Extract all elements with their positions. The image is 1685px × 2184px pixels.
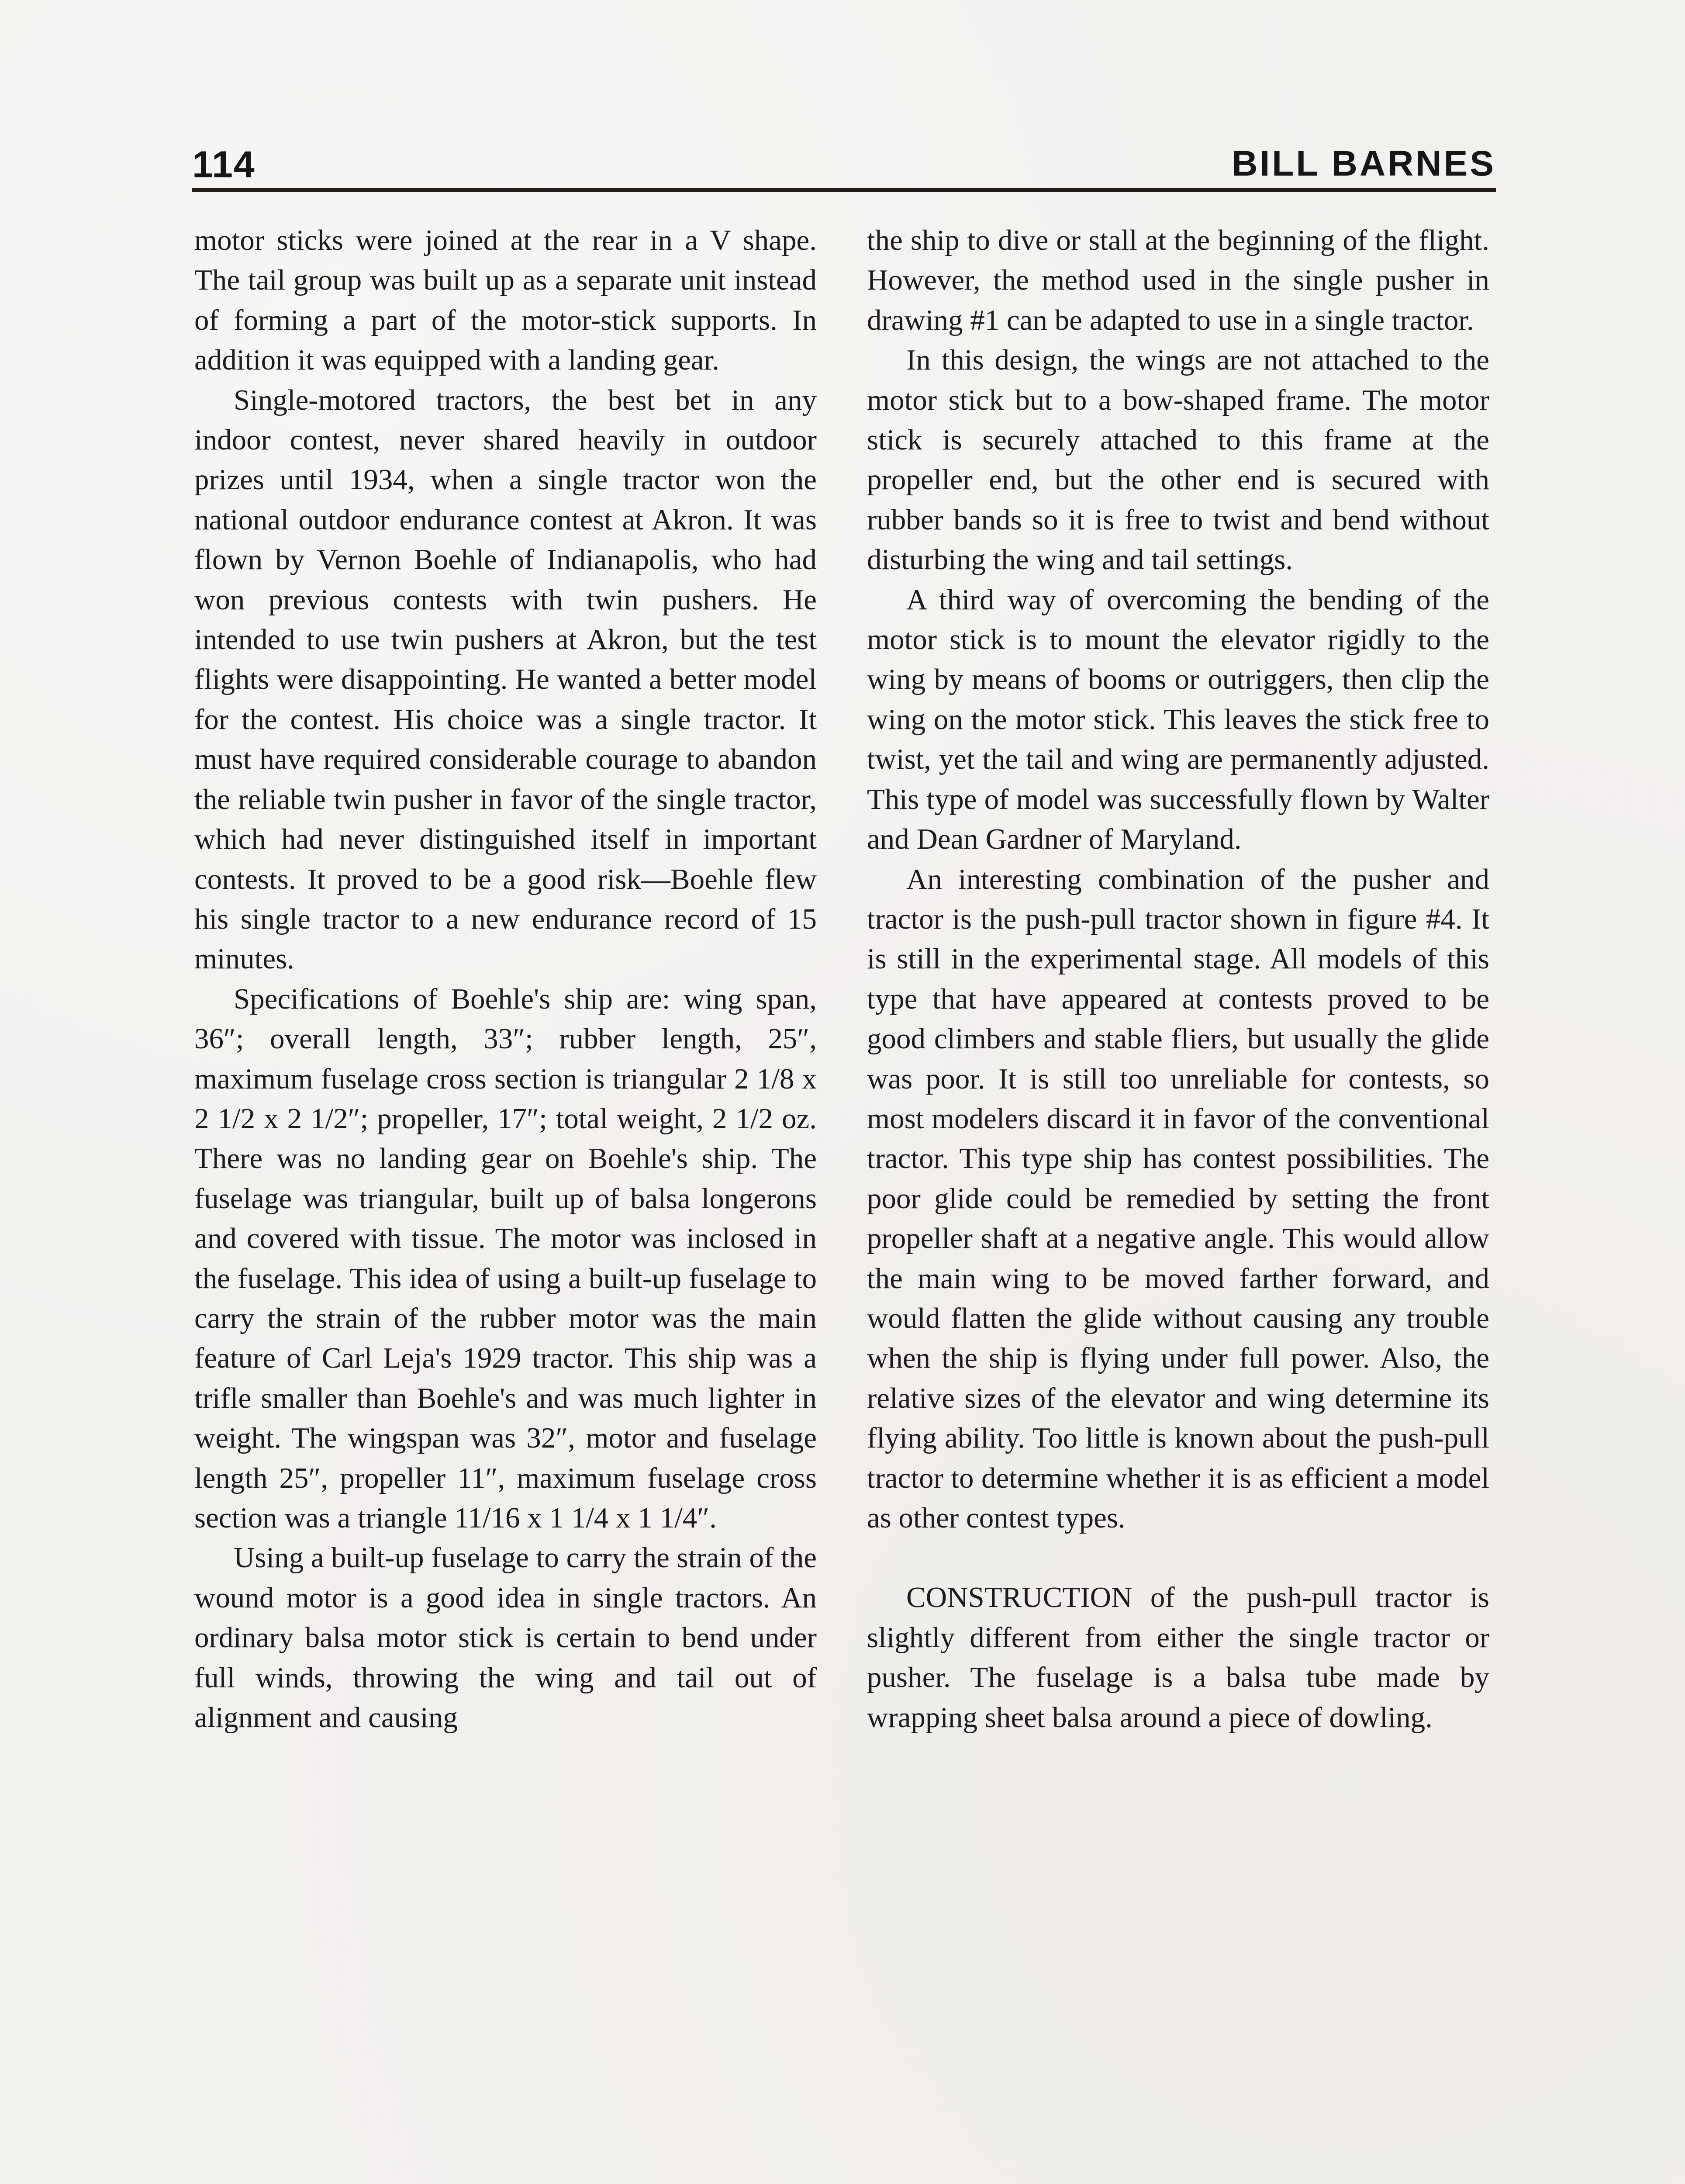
page-number: 114 [192, 144, 256, 186]
paragraph: A third way of overcoming the bending of the motor stick is to mount the elevator rigidly to the wing by means of booms or outriggers, then clip the wing on the motor stick. This leaves the stick free to twist, yet the tail and wing are permanently adjusted. This type of model was successfully flown by Walter and Dean Gardner of Maryland. [867, 583, 1489, 856]
paragraph: CONSTRUCTION of the push-pull tractor is slightly different from either the single tractor or pusher. The fuselage is a balsa tube made by wrapping sheet balsa around a piece of dowling. [867, 1581, 1489, 1734]
paragraph: Specifications of Boehle's ship are: wing span, 36″; overall length, 33″; rubber length, 25″, maximum fuselage cross section is triangular 2 1/8 x 2 1/2 x 2 1/2″; propeller, 17″; total weight, 2 1/2 oz. There was no landing gear on Boehle's ship. The fuselage was triangular, built up of balsa longerons and covered with tissue. The motor was inclosed in the fuselage. This idea of using a built-up fuselage to carry the strain of the rubber motor was the main feature of Carl Leja's 1929 tractor. This ship was a trifle smaller than Boehle's and was much lighter in weight. The wingspan was 32″, motor and fuselage length 25″, propeller 11″, maximum fuselage cross section was a triangle 11/16 x 1 1/4 x 1 1/4″. [194, 982, 817, 1534]
right-column [867, 221, 1489, 1738]
paragraph: Using a built-up fuselage to carry the strain of the wound motor is a good idea in single tractors. An ordinary balsa motor stick is certain to bend under full winds, throwing the wing and tail out of alignment and causing [194, 1541, 817, 1734]
paragraph: the ship to dive or stall at the beginning of the flight. However, the method used in the single pusher in drawing #1 can be adapted to use in a single tractor. [867, 224, 1489, 336]
paragraph: An interesting combination of the pusher and tractor is the push-pull tractor shown in figure #4. It is still in the experimental stage. All models of this type that have appeared at contests proved to be good climbers and stable fliers, but usually the glide was poor. It is still too unreliable for contests, so most modelers discard it in favor of the conventional tractor. This type ship has contest possibilities. The poor glide could be remedied by setting the front propeller shaft at a negative angle. This would allow the main wing to be moved farther forward, and would flatten the glide without causing any trouble when the ship is flying under full power. Also, the relative sizes of the elevator and wing determine its flying ability. Too little is known about the push-pull tractor to determine whether it is as efficient a model as other contest types. [867, 863, 1489, 1534]
header-rule [192, 188, 1496, 192]
paragraph: Single-motored tractors, the best bet in any indoor contest, never shared heavily in outdoor prizes until 1934, when a single tractor won the national outdoor endurance contest at Akron. It was flown by Vernon Boehle of Indianapolis, who had won previous contests with twin pushers. He intended to use twin pushers at Akron, but the test flights were disappointing. He wanted a better model for the contest. His choice was a single tractor. It must have required considerable courage to abandon the reliable twin pusher in favor of the single tractor, which had never distinguished itself in important contests. It proved to be a good risk—Boehle flew his single tractor to a new endurance record of 15 minutes. [194, 384, 817, 975]
page-header [192, 140, 1496, 188]
left-column [194, 221, 817, 1738]
paragraph: In this design, the wings are not attached to the motor stick but to a bow-shaped frame. The motor stick is securely attached to this frame at the propeller end, but the other end is secured with rubber bands so it is free to twist and bend without disturbing the wing and tail settings. [867, 344, 1489, 576]
paragraph: motor sticks were joined at the rear in a V shape. The tail group was built up as a separate unit instead of forming a part of the motor-stick supports. In addition it was equipped with a landing gear. [194, 224, 817, 377]
running-head: BILL BARNES [1232, 144, 1496, 183]
